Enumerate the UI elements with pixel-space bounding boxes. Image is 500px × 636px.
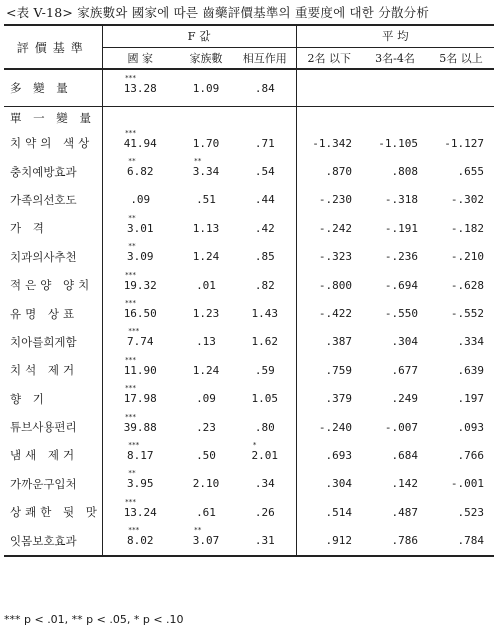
value: 13.24 (123, 505, 157, 519)
header-mean-2: 3名-4名 (362, 47, 428, 69)
value: .59 (254, 363, 275, 377)
row-label: 多 變 量 (4, 69, 102, 107)
mean-3-to-4: -.550 (384, 307, 419, 321)
header-mean-1: 2名 以下 (296, 47, 362, 69)
mean-5-or-more: -.552 (450, 307, 485, 321)
value: 3.34 (192, 165, 220, 179)
mean-2-or-less: -1.342 (312, 136, 353, 150)
mean-2-or-less: .912 (296, 526, 362, 555)
header-interaction: 相互作用 (234, 47, 296, 69)
f-interaction (234, 271, 296, 299)
mean-5-or-more: -1.127 (444, 136, 485, 150)
table-row (4, 157, 494, 185)
table-row (4, 243, 494, 271)
value: 2.10 (192, 477, 220, 491)
table-row (4, 214, 494, 242)
mean-3-to-4: -.318 (384, 193, 419, 207)
mean-5-or-more: .655 (457, 165, 485, 179)
table-row (4, 299, 494, 327)
table-row (4, 526, 494, 555)
value: 1.24 (192, 250, 220, 264)
sig-marker: *** (128, 440, 140, 449)
value: 1.62 (251, 335, 279, 349)
mean-3-to-4: .142 (391, 477, 419, 491)
row-label: 향 기 (4, 385, 102, 413)
table-row (4, 271, 494, 299)
header-mean-3: 5名 以上 (428, 47, 494, 69)
mean-3-to-4: .249 (391, 392, 419, 406)
row-label: 치과의사추천 (4, 243, 102, 271)
mean-2-or-less: -.323 (318, 250, 353, 264)
mean-2-or-less: -.422 (318, 307, 353, 321)
table-row (4, 356, 494, 384)
value: 3.09 (127, 250, 154, 264)
f-family (178, 129, 234, 157)
mean-5-or-more: -.210 (450, 250, 485, 264)
sig-marker: *** (128, 327, 140, 336)
f-country (102, 69, 178, 107)
value: 3.01 (127, 221, 154, 235)
row-label: 가까운구입처 (4, 470, 102, 498)
f-country (102, 328, 178, 356)
f-family (178, 69, 234, 107)
row-label: 가족의선호도 (4, 186, 102, 214)
row-label: 충치예방효과 (4, 157, 102, 185)
sig-marker: *** (124, 73, 136, 82)
row-label: 치석 제거 (4, 356, 102, 384)
value: 41.94 (123, 136, 157, 150)
sig-marker: ** (193, 157, 202, 166)
sig-marker: ** (193, 526, 202, 535)
mean-5-or-more: -.182 (450, 221, 485, 235)
value: 1.23 (192, 307, 220, 321)
value: 1.05 (251, 392, 279, 406)
value: .50 (196, 448, 216, 462)
sig-marker: ** (128, 242, 136, 251)
f-interaction (234, 441, 296, 469)
mean-3-to-4: .677 (391, 363, 419, 377)
value: .42 (254, 221, 275, 235)
table-row (4, 441, 494, 469)
f-interaction (234, 413, 296, 441)
sig-marker: ** (128, 469, 136, 478)
f-country (102, 214, 178, 242)
mean-3-to-4: .304 (391, 335, 419, 349)
value: 19.32 (123, 278, 157, 292)
row-label: 적은양 양치 (4, 271, 102, 299)
mean-5-or-more: .093 (457, 420, 485, 434)
value: 13.28 (123, 81, 157, 95)
mean-2-or-less: .870 (325, 165, 353, 179)
f-family (178, 243, 234, 271)
f-country (102, 243, 178, 271)
value: 1.13 (192, 221, 220, 235)
value: .01 (196, 278, 216, 292)
table-caption: <表 V-18> 家族數와 國家에 따른 齒藥評價基準의 重要度에 대한 分散分析 (6, 5, 430, 20)
value: .23 (196, 420, 216, 434)
f-country (102, 498, 178, 526)
value: 3.07 (192, 534, 220, 548)
f-family (178, 157, 234, 185)
row-label: 냄새 제거 (4, 441, 102, 469)
f-country (102, 385, 178, 413)
value: .13 (196, 335, 216, 349)
value: .82 (254, 278, 275, 292)
value: 7.74 (127, 335, 154, 349)
value: 3.95 (127, 477, 154, 491)
f-family (178, 328, 234, 356)
sig-marker: *** (124, 299, 136, 308)
value: .85 (254, 250, 275, 264)
f-interaction (234, 526, 296, 555)
sig-marker: *** (124, 128, 136, 137)
value: .54 (254, 165, 275, 179)
value: .80 (254, 420, 275, 434)
value: 1.24 (192, 363, 220, 377)
value: 8.02 (127, 534, 154, 548)
header-mean-group: 平 均 (296, 25, 494, 47)
table-row (4, 498, 494, 526)
mean-2-or-less: .514 (325, 505, 353, 519)
f-family (178, 441, 234, 469)
sig-marker: *** (128, 526, 140, 535)
mean-5-or-more: .334 (457, 335, 485, 349)
mean-2-or-less: .304 (325, 477, 353, 491)
f-family (178, 299, 234, 327)
mean-2-or-less: .759 (325, 363, 353, 377)
value: 6.82 (127, 165, 154, 179)
value: .31 (254, 534, 275, 548)
value: 39.88 (123, 420, 157, 434)
sig-marker: ** (128, 213, 136, 222)
f-country (102, 186, 178, 214)
footnote: *** p < .01, ** p < .05, * p < .10 (4, 613, 184, 626)
f-interaction (234, 356, 296, 384)
row-label: 가 격 (4, 214, 102, 242)
table-row (4, 186, 494, 214)
header-family: 家族數 (178, 47, 234, 69)
header-criterion: 評價基準 (4, 25, 102, 69)
mean-2-or-less: -.800 (318, 278, 353, 292)
table-row (4, 129, 494, 157)
sig-marker: *** (124, 412, 136, 421)
row-label: 치아를희게함 (4, 328, 102, 356)
mean-3-to-4: -.694 (384, 278, 419, 292)
row-label: 튜브사용편리 (4, 413, 102, 441)
f-family (178, 214, 234, 242)
mean-5-or-more: .766 (457, 448, 485, 462)
f-family (178, 385, 234, 413)
value: .84 (254, 81, 275, 95)
value: 1.43 (251, 307, 279, 321)
table-row (4, 328, 494, 356)
mean-3-to-4: -.007 (384, 420, 419, 434)
sig-marker: *** (124, 384, 136, 393)
mean-2-or-less: -.240 (318, 420, 353, 434)
sig-marker: * (252, 440, 257, 449)
f-family (178, 498, 234, 526)
value: .09 (130, 193, 151, 207)
f-interaction (234, 157, 296, 185)
value: 17.98 (123, 392, 157, 406)
f-interaction (234, 328, 296, 356)
mean-5-or-more: .197 (457, 392, 485, 406)
f-interaction (234, 129, 296, 157)
f-country (102, 271, 178, 299)
f-country (102, 413, 178, 441)
f-country (102, 470, 178, 498)
mean-3-to-4: -.191 (384, 221, 419, 235)
f-family (178, 470, 234, 498)
mean-3-to-4: .786 (362, 526, 428, 555)
row-label: 單 一 變 量 (4, 107, 102, 130)
value: .71 (254, 136, 275, 150)
row-label: 치약의 색상 (4, 129, 102, 157)
table-row (4, 413, 494, 441)
f-interaction (234, 498, 296, 526)
anova-table (4, 24, 494, 557)
f-country (102, 157, 178, 185)
f-interaction (234, 470, 296, 498)
f-country (102, 129, 178, 157)
header-country: 國 家 (102, 47, 178, 69)
sig-marker: *** (124, 270, 136, 279)
row-label: 상쾌한 뒷 맛 (4, 498, 102, 526)
mean-5-or-more: -.628 (450, 278, 485, 292)
value: 11.90 (123, 363, 157, 377)
f-interaction (234, 214, 296, 242)
mean-2-or-less: -.230 (318, 193, 353, 207)
header-f-group: F 값 (102, 25, 296, 47)
f-interaction (234, 385, 296, 413)
mean-5-or-more: .639 (457, 363, 485, 377)
mean-2-or-less: .379 (325, 392, 353, 406)
value: .51 (196, 193, 216, 207)
f-interaction (234, 186, 296, 214)
mean-2-or-less: .693 (325, 448, 353, 462)
mean-2-or-less: .387 (325, 335, 353, 349)
f-country (102, 356, 178, 384)
multivariate-row (4, 69, 494, 107)
value: .09 (196, 392, 216, 406)
f-country (102, 441, 178, 469)
f-family (178, 186, 234, 214)
sig-marker: *** (124, 355, 136, 364)
value: .34 (254, 477, 275, 491)
f-country (102, 299, 178, 327)
value: .61 (196, 505, 216, 519)
f-interaction (234, 69, 296, 107)
f-family (178, 526, 234, 555)
value: 16.50 (123, 307, 157, 321)
mean-3-to-4: .684 (391, 448, 419, 462)
row-label: 잇몸보호효과 (4, 526, 102, 555)
f-interaction (234, 299, 296, 327)
f-interaction (234, 243, 296, 271)
value: .44 (254, 193, 275, 207)
value: 1.70 (192, 136, 220, 150)
mean-3-to-4: .487 (391, 505, 419, 519)
f-country (102, 526, 178, 555)
mean-2-or-less: -.242 (318, 221, 353, 235)
mean-5-or-more: -.302 (450, 193, 485, 207)
mean-5-or-more: .523 (457, 505, 485, 519)
f-family (178, 413, 234, 441)
mean-3-to-4: -.236 (384, 250, 419, 264)
sig-marker: *** (124, 497, 136, 506)
table-row (4, 385, 494, 413)
table-row (4, 470, 494, 498)
mean-5-or-more: .784 (428, 526, 494, 555)
f-family (178, 271, 234, 299)
mean-3-to-4: -1.105 (378, 136, 419, 150)
value: 8.17 (127, 448, 154, 462)
value: .26 (254, 505, 275, 519)
sig-marker: ** (128, 157, 136, 166)
f-family (178, 356, 234, 384)
mean-3-to-4: .808 (391, 165, 419, 179)
value: 1.09 (192, 81, 220, 95)
univariate-header-row (4, 107, 494, 130)
value: 2.01 (251, 448, 279, 462)
mean-5-or-more: -.001 (450, 477, 485, 491)
row-label: 유명 상표 (4, 299, 102, 327)
